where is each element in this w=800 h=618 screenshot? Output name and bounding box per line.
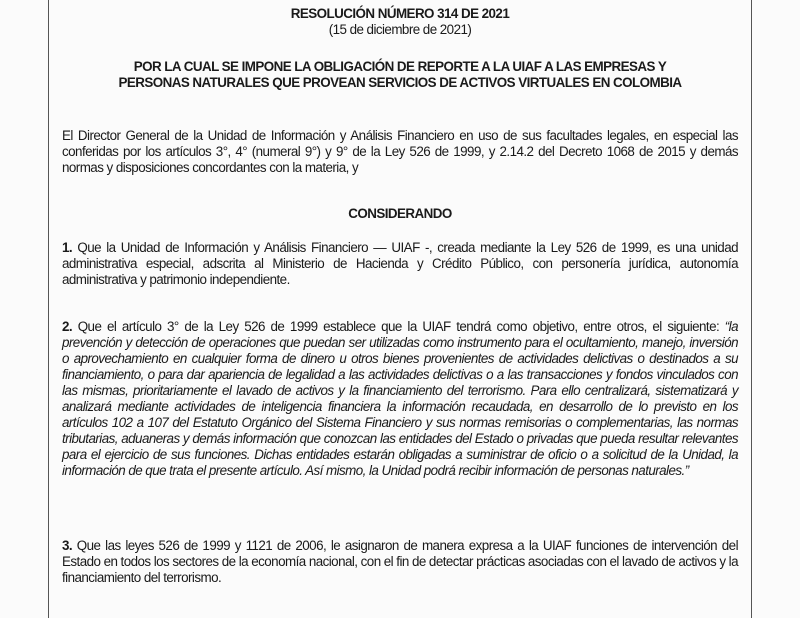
paragraph-3 <box>62 538 738 586</box>
paragraph-number: 3. <box>62 538 73 553</box>
resolution-title: RESOLUCIÓN NÚMERO 314 DE 2021 <box>290 6 510 21</box>
section-heading: CONSIDERANDO <box>348 206 452 221</box>
page-border <box>48 0 752 618</box>
paragraph-number: 2. <box>62 319 73 334</box>
paragraph-text: Que el artículo 3° de la Ley 526 de 1999 establece que la UIAF tendrá como objetivo, entre otros, el siguiente: <box>72 319 725 334</box>
resolution-date: (15 de diciembre de 2021) <box>328 22 472 37</box>
preamble: El Director General de la Unidad de Información y Análisis Financiero en uso de sus facultades legales, en especial las conferidas por los artículos 3°, 4° (numeral 9°) y 9° de la Ley 526 de 1999, y 2.14.2 del Decreto 1068 de 2015 y demás normas y disposiciones concordantes con la materia, y <box>62 128 738 175</box>
paragraph-1 <box>62 240 738 288</box>
paragraph-2 <box>62 319 738 479</box>
paragraph-text: Que las leyes 526 de 1999 y 1121 de 2006, le asignaron de manera expresa a la UIAF funciones de intervención del Estado en todos los sectores de la economía nacional, con el fin de detectar prácticas asociadas con el lavado de activos y la financiamiento del terrorismo. <box>62 538 738 585</box>
resolution-subject: POR LA CUAL SE IMPONE LA OBLIGACIÓN DE REPORTE A LA UIAF A LAS EMPRESAS Y PERSONAS NATURALES QUE PROVEAN SERVICIOS DE ACTIVOS VIRTUALES EN COLOMBIA <box>118 59 682 90</box>
paragraph-text: Que la Unidad de Información y Análisis Financiero — UIAF -, creada mediante la Ley 526 de 1999, es una unidad administrativa especial, adscrita al Ministerio de Hacienda y Crédito Público, con personería jurídica, autonomía administrativa y patrimonio independiente. <box>62 240 738 287</box>
paragraph-quote: “la prevención y detección de operaciones que puedan ser utilizadas como instrumento para el ocultamiento, manejo, inversión o aprovechamiento en cualquier forma de dinero u otros bienes provenientes de actividades delictivas o destinados a su financiamiento, o para dar apariencia de legalidad a las actividades delictivas o a las transacciones y fondos vinculados con las mismas, prioritariamente el lavado de activos y la financiamiento del terrorismo. Para ello centralizará, sistematizará y analizará mediante actividades de inteligencia financiera la información recaudada, en desarrollo de lo previsto en los artículos 102 a 107 del Estatuto Orgánico del Sistema Financiero y sus normas remisorias o complementarias, las normas tributarias, aduaneras y demás información que conozcan las entidades del Estado o privadas que pueda resultar relevantes para el ejercicio de sus funciones. Dichas entidades estarán obligadas a suministrar de oficio o a solicitud de la Unidad, la información de que trata el presente artículo. Así mismo, la Unidad podrá recibir información de personas naturales.” <box>62 319 738 478</box>
paragraph-number: 1. <box>62 240 73 255</box>
